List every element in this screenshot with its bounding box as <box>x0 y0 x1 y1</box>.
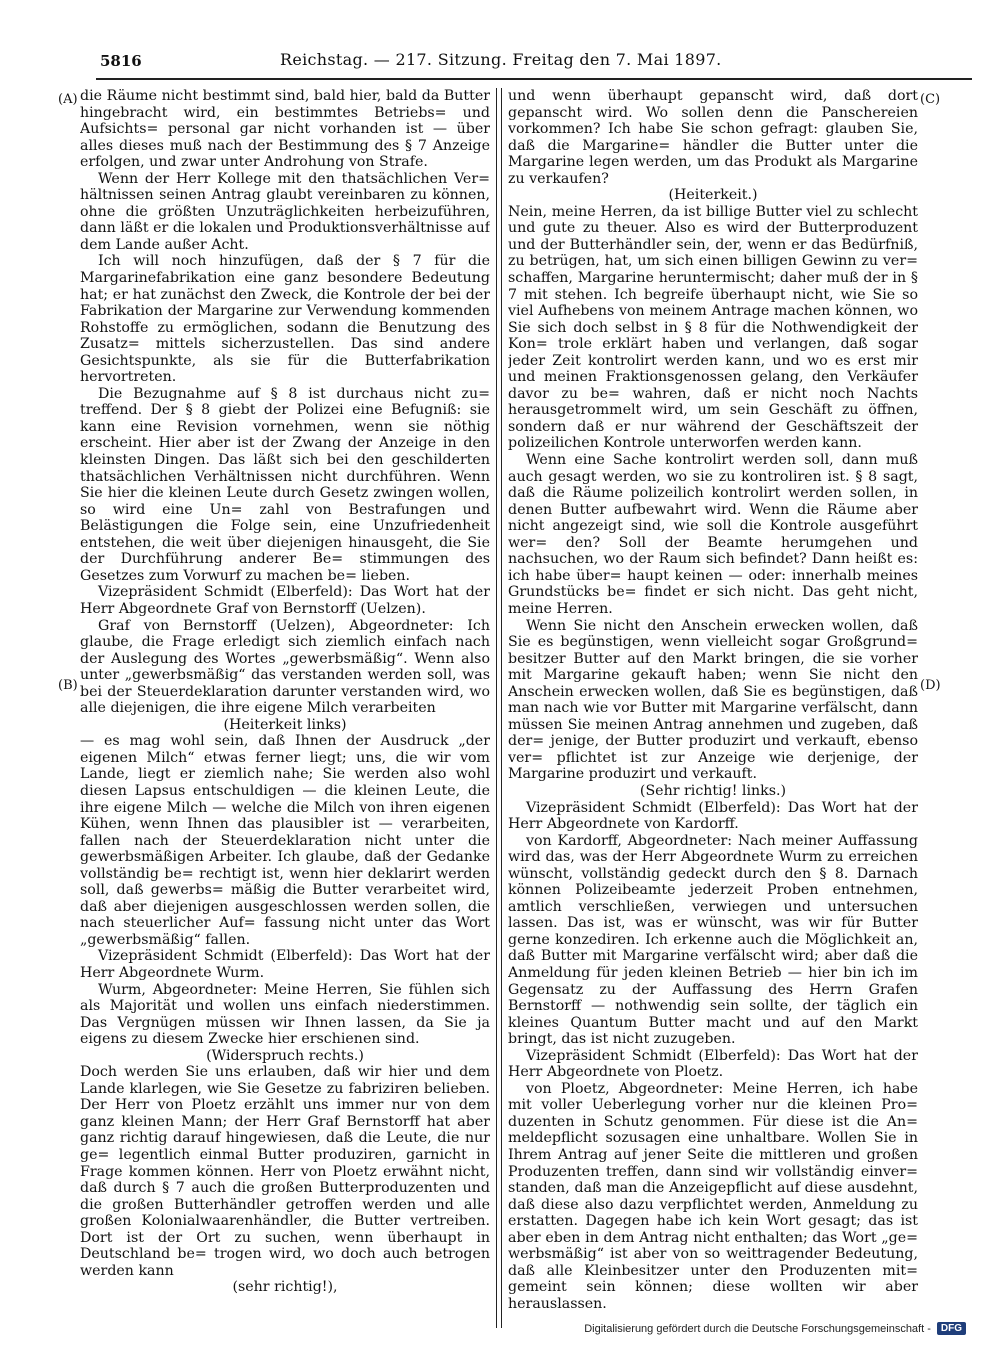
running-head: Reichstag. — 217. Sitzung. Freitag den 7. Mai 1897. <box>280 50 722 69</box>
paragraph: von Ploetz, Abgeordneter: Meine Herren, ich habe mit voller Ueberlegung vorher nur die kleinen Pro= duzenten in Schutz genommen. Für diese ist die An= meldepflicht sozusagen eine unhaltbare. Wollen Sie in Ihrem Antrag auf jener Seite die mittleren und großen Produzenten treffen, dann sind wir vollständig einver= standen, daß man die Anzeigepflicht auf diese ausdehnt, daß diese also dazu verpflichtet werden, Anmeldung zu erstatten. Dagegen habe ich kein Wort gesagt; das ist aber eben in dem Antrag nicht enthalten; das Wort „ge= werbsmäßig“ ist aber von so weittragender Bedeutung, daß alle Kleinbesitzer unter den Produzenten mit= gemeint sein können; diese wollten wir aber herauslassen. <box>508 1080 918 1312</box>
margin-mark-d: (D) <box>920 678 941 693</box>
paragraph: von Kardorff, Abgeordneter: Nach meiner Auffassung wird das, was der Herr Abgeordnete Wurm zu erreichen wünscht, vollständig gedeckt durch den § 8. Darnach können Polizeibeamte jederzeit Proben entnehmen, amtlich verschließen, verwiegen und untersuchen lassen. Das ist, was er wünscht, was wir für Butter gerne konzediren. Ich erkenne auch die Möglichkeit an, daß Butter mit Margarine verfälscht wird; aber daß die Anmeldung für jeden kleinen Betrieb — hier bin ich im Gegensatz zu der Auffassung des Herrn Grafen Bernstorff — nothwendig sein sollte, der täglich ein kleines Quantum Butter macht und auf den Markt bringt, das ist nicht zuzugeben. <box>508 832 918 1048</box>
right-text-column <box>508 88 918 1328</box>
paragraph: die Räume nicht bestimmt sind, bald hier, bald da Butter hingebracht wird, ein bestimmtes Betriebs= und Aufsichts= personal gar nicht vorhanden ist — über alles dieses muß nach der Bestimmung des § 7 Anzeige erfolgen, und zwar unter Androhung von Strafe. <box>80 88 490 171</box>
paragraph: Wenn der Herr Kollege mit den thatsächlichen Ver= hältnissen seinen Antrag glaubt vereinbaren zu können, ohne die größten Unzuträglichkeiten herbeizuführen, dann läßt er die lokalen und Produktionsverhältnisse auf dem Lande außer Acht. <box>80 170 490 253</box>
dfg-logo: DFG <box>937 1322 966 1335</box>
paragraph: Doch werden Sie uns erlauben, daß wir hier und dem Lande klarlegen, wie Sie Gesetze zu fabriziren belieben. Der Herr von Ploetz erzählt uns immer nur von dem ganz kleinen Mann; der Herr Graf Bernstorff hat aber ganz richtig darauf hingewiesen, daß die Leute, die nur ge= legentlich einmal Butter produziren, garnicht in Frage kommen können. Herr von Ploetz erwähnt nicht, daß durch § 7 auch die großen Butterproduzenten und die großen Butterhändler getroffen werden und alle großen Kolonialwaarenhändler, die Butter vertreiben. Dort ist der Ort zu suchen, wenn überhaupt in Deutschland be= trogen wird, wo doch auch betrogen werden kann <box>80 1064 490 1279</box>
paragraph: Vizepräsident Schmidt (Elberfeld): Das Wort hat der Herr Abgeordnete Graf von Bernstorff (Uelzen). <box>80 584 490 617</box>
paragraph: und wenn überhaupt gepanscht wird, daß dort gepanscht wird. Wo sollen denn die Panschereien vorkommen? Ich habe Sie schon gefragt: glauben Sie, daß die Margarine= händler die Butter unter die Margarine legen werden, um das Produkt als Margarine zu verkaufen? <box>508 88 918 187</box>
paragraph: Graf von Bernstorff (Uelzen), Abgeordneter: Ich glaube, die Frage erledigt sich ziemlich einfach nach der Auslegung des Wortes „gewerbsmäßig“. Wenn also unter „gewerbsmäßig“ das verstanden werden soll, was bei der Steuerdeklaration darunter verstanden wird, wo alle diejenigen, die ihre eigene Milch verarbeiten <box>80 617 490 717</box>
paragraph: Vizepräsident Schmidt (Elberfeld): Das Wort hat der Herr Abgeordnete von Ploetz. <box>508 1047 918 1081</box>
paragraph: Wenn eine Sache kontrolirt werden soll, dann muß auch gesagt werden, wo sie zu kontroliren ist. § 8 sagt, daß die Räume polizeilich kontrolirt werden sollen, in denen Butter aufbewahrt wird. Wenn die Räume aber nicht angezeigt sind, wie soll die Kontrole ausgeführt wer= den? Soll der Beamte herumgehen und nachsuchen, wo der Raum sich befindet? Dann heißt es: ich habe über= haupt keinen — oder: innerhalb meines Grundstücks be= findet er sich nicht. Das geht nicht, meine Herren. <box>508 452 918 617</box>
paragraph: (Heiterkeit links) <box>223 716 347 733</box>
footer-text: Digitalisierung gefördert durch die Deutsche Forschungsgemeinschaft - <box>584 1322 931 1335</box>
paragraph: (Widerspruch rechts.) <box>206 1047 364 1064</box>
margin-mark-b: (B) <box>58 678 78 693</box>
header-rule <box>96 78 972 80</box>
page-number: 5816 <box>100 52 142 70</box>
paragraph: Nein, meine Herren, da ist billige Butter viel zu schlecht und gute zu theuer. Also es wird der Butterproduzent und der Butterhändler sein, der, wenn er das Bedürfniß, zu betrügen, hat, um sich einen billigen Gewinn zu ver= schaffen, Margarine heruntermischt; daher muß der in § 7 mit stehen. Ich begreife überhaupt nicht, wie Sie so viel Aufhebens von meinem Antrage machen können, wo Sie sich doch selbst in § 8 für die Nothwendigkeit der Kon= trole erklärt haben und verlangen, daß sogar jeder Zeit kontrolirt werden kann, und wo es erst mir und meinen Fraktionsgenossen gelang, den Verkäufer davor zu be= wahren, daß er nicht noch Nachts herausgetrommelt wird, um sein Geschäft zu öffnen, sondern daß er nur während der Geschäftszeit der polizeilichen Kontrole unterworfen werden kann. <box>508 203 918 452</box>
margin-mark-c: (C) <box>920 92 941 107</box>
paragraph: Wurm, Abgeordneter: Meine Herren, Sie fühlen sich als Majorität und wollen uns einfach niederstimmen. Das Vergnügen müssen wir Ihnen lassen, da Sie ja eigens zu diesem Zwecke hier erschienen sind. <box>80 981 490 1048</box>
paragraph: Vizepräsident Schmidt (Elberfeld): Das Wort hat der Herr Abgeordnete Wurm. <box>80 948 490 981</box>
footer-credit <box>584 1322 966 1335</box>
paragraph: Ich will noch hinzufügen, daß der § 7 für die Margarinefabrikation eine ganz besondere Bedeutung hat; er hat zunächst den Zweck, die Kontrole der bei der Fabrikation der Margarine zur Verwendung kommenden Rohstoffe zu ermöglichen, sodann die Benutzung des Zusatz= mittels sicherzustellen. Das sind andere Gesichtspunkte, als sie für die Butterfabrikation hervortreten. <box>80 253 490 386</box>
paragraph: (Sehr richtig! links.) <box>639 782 787 799</box>
column-divider <box>496 88 502 1328</box>
paragraph: Die Bezugnahme auf § 8 ist durchaus nicht zu= treffend. Der § 8 giebt der Polizei eine Befugniß: sie kann eine Revision vornehmen, wenn sie nöthig erscheint. Hier aber ist der Zwang der Anzeige in den kleinsten Dingen. Das läßt sich bei den geschilderten thatsächlichen Verhältnissen nicht durchführen. Wenn Sie hier die kleinen Leute durch Gesetz zwingen wollen, so wird eine Un= zahl von Bestrafungen und Belästigungen die Folge sein, eine Unzufriedenheit entstehen, die weit über diejenigen hinausgeht, die Sie der Durchführung anderer Be= stimmungen des Gesetzes zum Vorwurf zu machen be= lieben. <box>80 385 490 584</box>
paragraph: — es mag wohl sein, daß Ihnen der Ausdruck „der eigenen Milch“ etwas ferner liegt; uns, die wir vom Lande, liegt er ziemlich nahe; Sie werden also wohl diesen Lapsus entschuldigen — die kleinen Leute, die ihre eigene Milch — welche die Milch von ihren eigenen Kühen, wenn Ihnen das plausibler ist — verarbeiten, fallen nach der Steuerdeklaration nicht unter die gewerbsmäßigen Arbeiter. Ich glaube, daß der Gedanke vollständig be= rechtigt ist, wenn hier deklarirt werden soll, daß gewerbs= mäßig die Butter verarbeitet wird, daß aber diejenigen ausgeschlossen werden sollen, die nach steuerlicher Auf= fassung nicht unter das Wort „gewerbsmäßig“ fallen. <box>80 733 490 948</box>
page-header <box>100 44 970 76</box>
paragraph: Wenn Sie nicht den Anschein erwecken wollen, daß Sie es begünstigen, wenn vielleicht sogar Großgrund= besitzer Butter auf den Markt bringen, die sie vorher mit Margarine gekauft haben; wenn Sie nicht den Anschein erwecken wollen, daß Sie es begünstigen, daß man nach wie vor Butter mit Margarine verfälscht, dann müssen Sie meinen Antrag annehmen und zugeben, daß der= jenige, der Butter produzirt und verkauft, ebenso ver= pflichtet ist zur Anzeige wie derjenige, der Margarine produzirt und verkauft. <box>508 617 918 783</box>
left-text-column <box>80 88 490 1328</box>
margin-mark-a: (A) <box>58 92 78 107</box>
paragraph: (Heiterkeit.) <box>668 187 758 204</box>
paragraph: Vizepräsident Schmidt (Elberfeld): Das Wort hat der Herr Abgeordnete von Kardorff. <box>508 799 918 833</box>
paragraph: (sehr richtig!), <box>232 1279 338 1296</box>
